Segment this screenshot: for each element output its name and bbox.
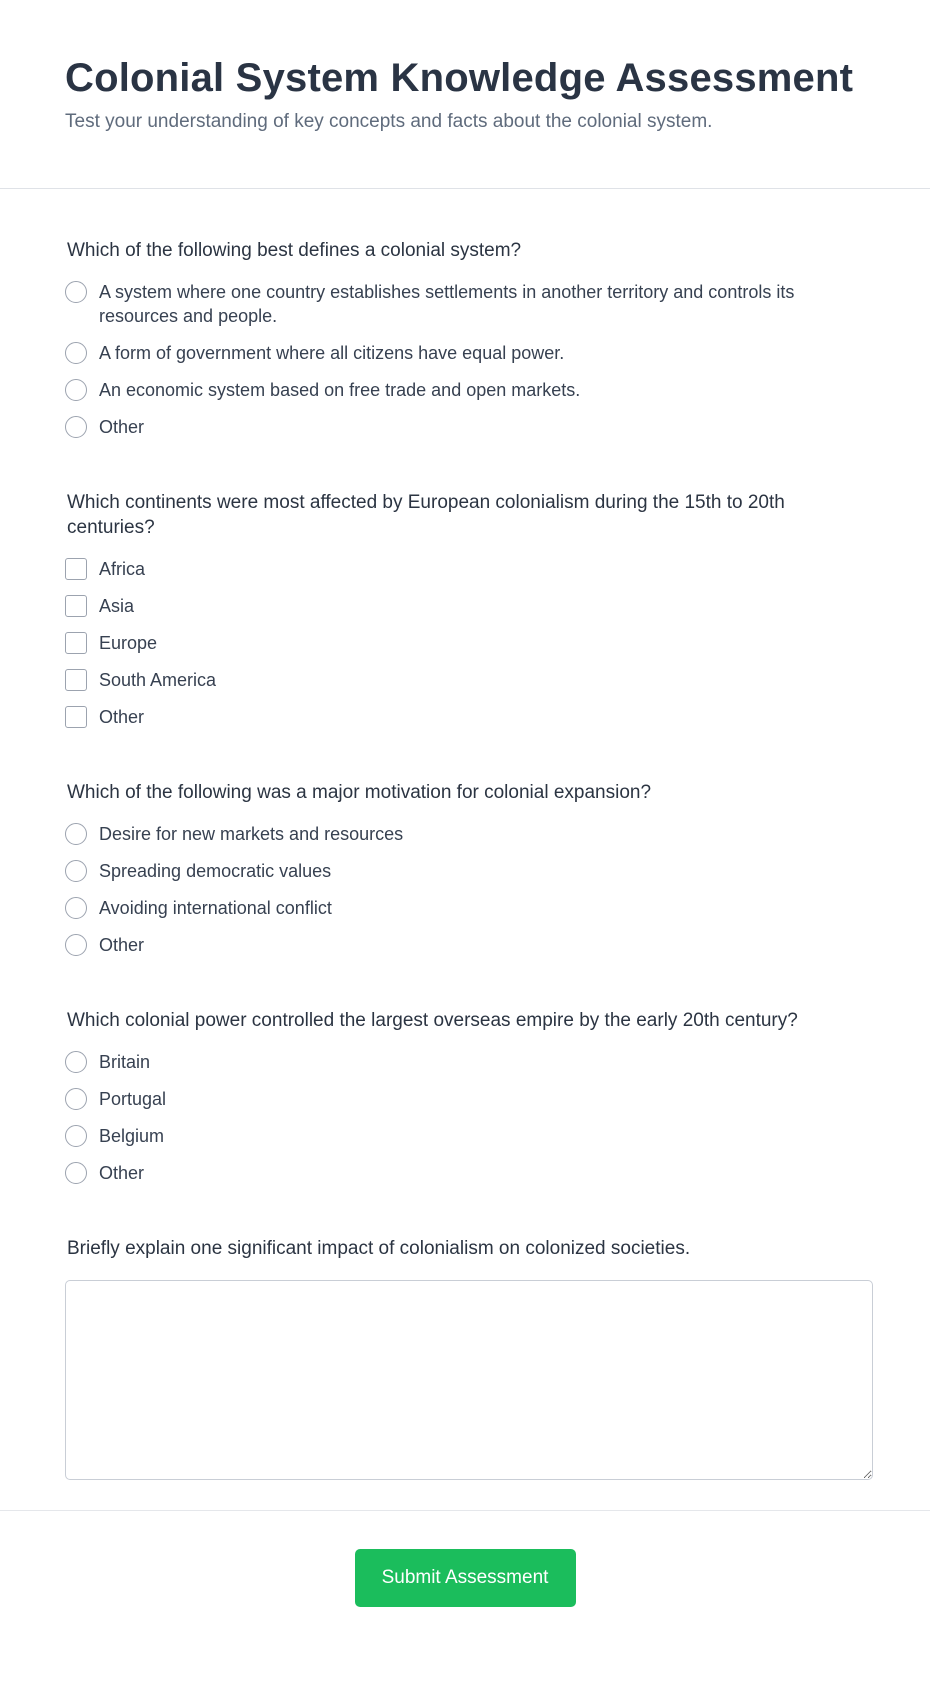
question-label: Which of the following best defines a colonial system? [67,240,522,261]
question-label: Which continents were most affected by European colonialism during the 15th to 20th centuries? [67,492,785,538]
radio-option[interactable] [65,415,865,439]
question-5 [65,1236,865,1480]
radio-button[interactable] [65,416,87,438]
page-title: Colonial System Knowledge Assessment [65,56,854,100]
question-2 [65,490,865,729]
radio-option[interactable] [65,341,865,365]
checkbox-option[interactable] [65,705,865,729]
checkbox[interactable] [65,558,87,580]
radio-button[interactable] [65,860,87,882]
option-label: A system where one country establishes settlements in another territory and controls its resources and people. [99,282,795,326]
page-header [0,0,930,189]
radio-button[interactable] [65,1162,87,1184]
option-label: Avoiding international conflict [99,898,332,918]
checkbox[interactable] [65,595,87,617]
answer-textarea[interactable] [65,1280,873,1480]
option-label: Other [99,935,145,955]
radio-option[interactable] [65,1124,865,1148]
checkbox-option[interactable] [65,594,865,618]
checkbox-option[interactable] [65,668,865,692]
radio-option[interactable] [65,378,865,402]
radio-option[interactable] [65,896,865,920]
radio-button[interactable] [65,897,87,919]
option-label: Other [99,707,145,727]
question-3 [65,780,865,957]
option-label: Portugal [99,1089,167,1109]
checkbox[interactable] [65,706,87,728]
option-label: Other [99,417,145,437]
question-label: Which of the following was a major motivation for colonial expansion? [67,782,652,803]
option-label: Desire for new markets and resources [99,824,404,844]
option-label: Africa [99,559,146,579]
question-1 [65,238,865,439]
radio-option[interactable] [65,822,865,846]
question-label: Briefly explain one significant impact of colonialism on colonized societies. [67,1238,691,1259]
checkbox-option[interactable] [65,557,865,581]
checkbox-option[interactable] [65,631,865,655]
page-subtitle: Test your understanding of key concepts and facts about the colonial system. [65,111,713,132]
option-label: A form of government where all citizens have equal power. [99,343,565,363]
option-label: Other [99,1163,145,1183]
question-4 [65,1008,865,1185]
question-label: Which colonial power controlled the largest overseas empire by the early 20th century? [67,1010,798,1031]
radio-option[interactable] [65,1161,865,1185]
radio-button[interactable] [65,934,87,956]
radio-button[interactable] [65,379,87,401]
radio-button[interactable] [65,1051,87,1073]
radio-button[interactable] [65,1125,87,1147]
form-footer [0,1511,930,1660]
checkbox[interactable] [65,632,87,654]
option-label: An economic system based on free trade and open markets. [99,380,581,400]
option-label: South America [99,670,217,690]
assessment-form [0,189,930,1511]
submit-assessment-button[interactable]: Submit Assessment [355,1549,576,1607]
option-label: Belgium [99,1126,165,1146]
radio-option[interactable] [65,280,865,328]
option-label: Asia [99,596,135,616]
radio-option[interactable] [65,1087,865,1111]
radio-button[interactable] [65,281,87,303]
radio-option[interactable] [65,1050,865,1074]
option-label: Europe [99,633,158,653]
radio-button[interactable] [65,342,87,364]
radio-option[interactable] [65,859,865,883]
radio-button[interactable] [65,823,87,845]
radio-option[interactable] [65,933,865,957]
option-label: Spreading democratic values [99,861,332,881]
option-label: Britain [99,1052,151,1072]
checkbox[interactable] [65,669,87,691]
radio-button[interactable] [65,1088,87,1110]
